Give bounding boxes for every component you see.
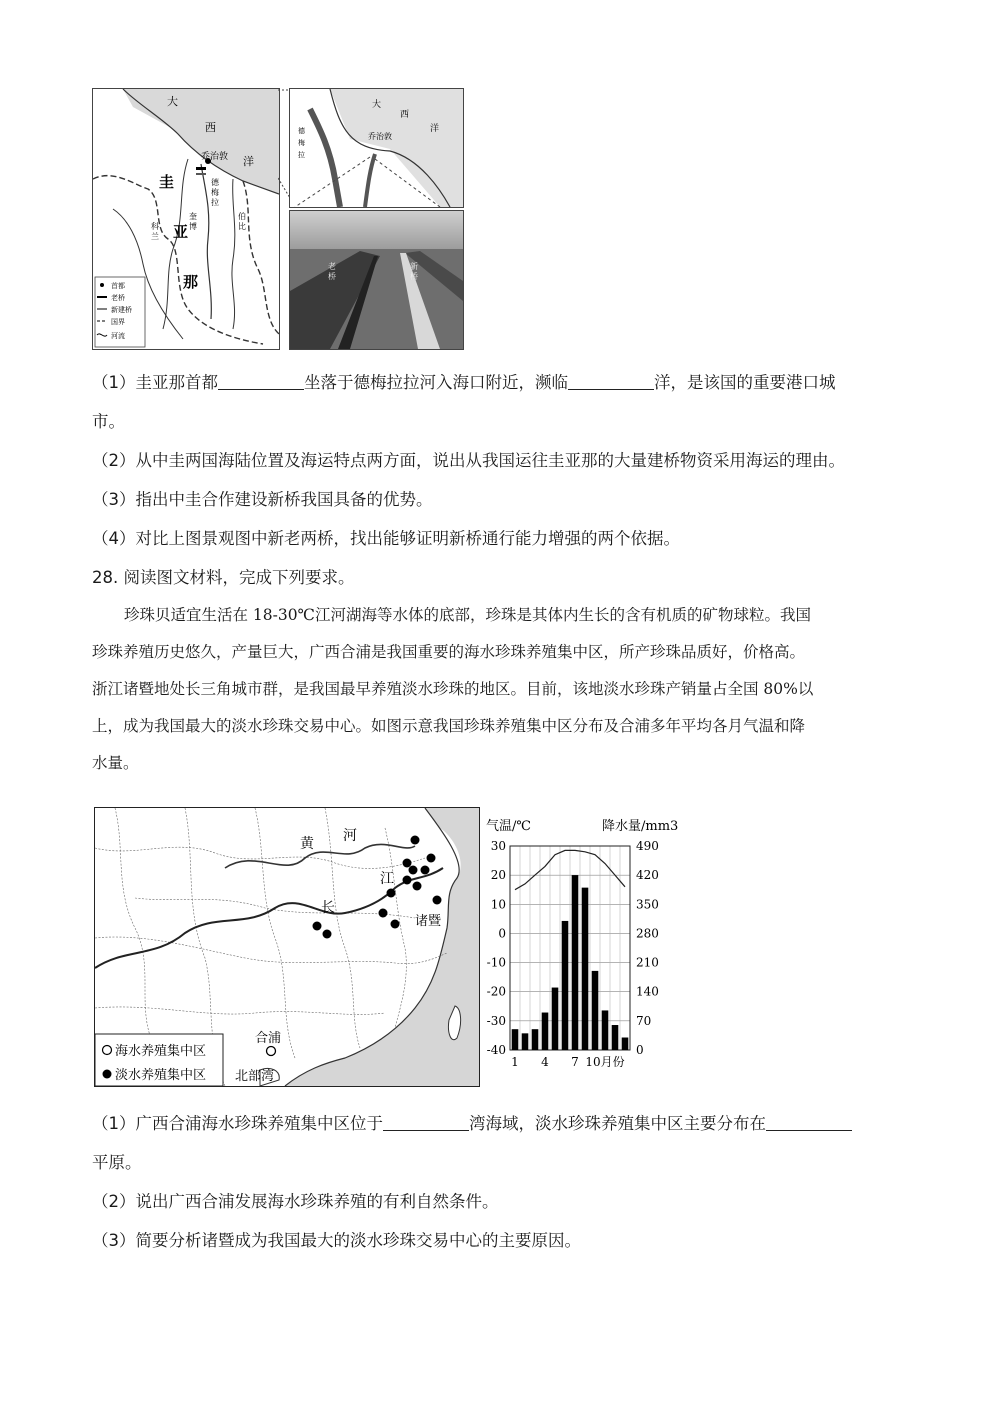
label-river-4a: 科 (151, 222, 159, 231)
china-map-svg (95, 808, 479, 1086)
q28-2: （2）说出广西合浦发展海水珍珠养殖的有利自然条件。 (92, 1192, 499, 1211)
temp-tick-label: 20 (490, 868, 506, 883)
label-ocean-da: 大 (167, 95, 178, 108)
river-berbice (232, 179, 235, 329)
ocean-area-zoom (330, 89, 463, 207)
precip-bar (592, 971, 599, 1050)
precip-tick-label: 420 (636, 868, 659, 883)
precip-bar (622, 1038, 629, 1050)
temp-tick-label: -20 (486, 984, 506, 999)
chart-grid (510, 846, 630, 1050)
legend-river: 河流 (111, 332, 125, 340)
bridge-photo-svg (290, 211, 463, 349)
hepu-sea-site (267, 1047, 276, 1056)
label-zoom-yang: 洋 (430, 124, 440, 134)
answer-blank-ocean[interactable] (568, 373, 654, 390)
label-zoom-river-a: 德 (298, 127, 305, 135)
river-zoom (310, 109, 340, 207)
precip-bar (582, 888, 589, 1050)
precip-bar (522, 1033, 529, 1050)
label-ocean-xi: 西 (205, 121, 216, 134)
q28-material (92, 597, 900, 782)
label-river-3a: 伯 (238, 212, 246, 221)
chart-ylabel-left: 气温/℃ (486, 819, 531, 834)
precip-bar (532, 1029, 539, 1050)
legend-sea-label: 海水养殖集中区 (115, 1044, 207, 1059)
ocean-area (123, 89, 279, 194)
old-bridge-mark (196, 167, 206, 170)
label-ocean-yang: 洋 (243, 155, 254, 168)
label-river-2a: 奎 (189, 212, 197, 221)
label-he: 河 (343, 828, 357, 844)
q27-4: （4）对比上图景观图中新老两桥，找出能够证明新桥通行能力增强的两个依据。 (92, 529, 680, 548)
china-pearl-map (94, 807, 480, 1087)
chart-ylabel-right: 降水量/mm3 (602, 819, 679, 834)
answer-blank-bay[interactable] (383, 1114, 469, 1131)
label-river-2b: 博 (189, 222, 197, 231)
river-demerara (201, 164, 211, 319)
precip-bar (602, 1010, 609, 1050)
precip-bar (512, 1029, 519, 1050)
q28-1-part-a: （1）广西合浦海水珍珠养殖集中区位于 (92, 1114, 383, 1133)
label-river-3b: 比 (238, 222, 246, 231)
label-chang: 长 (321, 900, 335, 916)
temp-tick-label: -30 (486, 1013, 506, 1028)
month-tick-label: 10月份 (585, 1055, 625, 1069)
legend-capital: 首都 (111, 282, 125, 290)
label-zhuji: 诸暨 (415, 914, 442, 929)
label-river-1b: 梅 (211, 188, 219, 197)
label-river-1c: 拉 (211, 198, 219, 207)
temp-tick-label: 30 (490, 839, 506, 853)
material-line: 珍珠贝适宜生活在 18-30℃江河湖海等水体的底部，珍珠是其体内生长的含有机质的矿物球粒。我国 (124, 606, 811, 624)
bridge-photo (289, 210, 464, 350)
legend-old-bridge: 老桥 (111, 294, 125, 302)
q27-2: （2）从中圭两国海陆位置及海运特点两方面，说出从我国运往圭亚那的大量建桥物资采用海运的理由。 (92, 451, 845, 470)
new-bridge-mark (196, 173, 206, 175)
q28-3: （3）简要分析诸暨成为我国最大的淡水珍珠交易中心的主要原因。 (92, 1231, 581, 1250)
label-river-4b: 兰 (151, 232, 159, 241)
label-huang: 黄 (300, 836, 314, 852)
precip-tick-label: 490 (636, 839, 659, 853)
legend-fresh-icon (103, 1070, 112, 1079)
precip-tick-label: 140 (636, 984, 659, 999)
label-river-1a: 德 (211, 178, 219, 187)
guyana-map-left (92, 88, 280, 350)
legend-sea-icon (103, 1046, 112, 1055)
precip-tick-label: 70 (636, 1013, 652, 1028)
border-line-3 (243, 181, 279, 334)
month-tick-label: 4 (541, 1055, 549, 1069)
material-line: 浙江诸暨地处长三角城市群，是我国最早养殖淡水珍珠的地区。目前，该地淡水珍珠产销量占全国 80%以 (92, 680, 814, 698)
guyana-map-right-svg (290, 89, 463, 207)
q28-1-cont: 平原。 (92, 1153, 142, 1172)
precip-tick-label: 350 (636, 897, 659, 912)
month-tick-label: 7 (571, 1055, 579, 1069)
label-zoom-da: 大 (372, 100, 382, 110)
label-old-bridge-1: 老 (328, 262, 336, 271)
precip-bar (572, 875, 579, 1050)
sea-area (285, 808, 479, 1086)
legend-capital-icon (100, 283, 104, 287)
q28-1 (92, 1113, 852, 1135)
q27-1-part-c: 洋，是该国的重要港口城 (654, 373, 836, 392)
material-line: 珍珠养殖历史悠久，产量巨大，广西合浦是我国重要的海水珍珠养殖集中区，所产珍珠品质好，价格高。 (92, 643, 806, 661)
label-zoom-city: 乔治敦 (368, 132, 392, 141)
guyana-map-svg (93, 89, 279, 349)
precip-bar (542, 1013, 549, 1050)
label-gui: 圭 (159, 173, 175, 191)
label-zoom-river-c: 拉 (298, 151, 305, 159)
answer-blank-plain[interactable] (766, 1114, 852, 1131)
label-ya: 亚 (173, 223, 189, 241)
precip-tick-label: 210 (636, 955, 659, 970)
legend-fresh-label: 淡水养殖集中区 (115, 1068, 207, 1083)
q27-3: （3）指出中圭合作建设新桥我国具备的优势。 (92, 490, 433, 509)
month-tick-label: 1 (511, 1055, 519, 1069)
label-beibuwan: 北部湾 (235, 1069, 275, 1084)
temp-tick-label: -40 (486, 1043, 506, 1057)
material-line: 水量。 (92, 754, 139, 772)
temp-tick-label: 10 (490, 897, 506, 912)
precip-bar (552, 988, 559, 1050)
precip-tick-label: 0 (636, 1043, 644, 1057)
guyana-map-right (289, 88, 464, 208)
label-hepu: 合浦 (255, 1031, 282, 1046)
precip-bar (562, 921, 569, 1050)
precip-bar (612, 1025, 619, 1050)
material-line: 上，成为我国最大的淡水珍珠交易中心。如图示意我国珍珠养殖集中区分布及合浦多年平均各月气温和降 (92, 717, 806, 735)
label-zoom-xi: 西 (400, 110, 410, 120)
legend-new-bridge: 新建桥 (111, 306, 132, 314)
q27-1 (92, 372, 836, 394)
label-jiang: 江 (380, 871, 394, 887)
q27-1-part-a: （1）圭亚那首都 (92, 373, 218, 392)
q28-1-part-b: 湾海域，淡水珍珠养殖集中区主要分布在 (469, 1114, 766, 1133)
legend-border: 国界 (111, 318, 125, 326)
label-zoom-river-b: 梅 (298, 139, 305, 147)
q28-header: 28. 阅读图文材料，完成下列要求。 (92, 568, 355, 587)
label-new-bridge-2: 桥 (410, 272, 418, 281)
q27-1-cont: 市。 (92, 412, 125, 431)
river-zoom-2 (365, 154, 375, 207)
temp-tick-label: -10 (486, 955, 506, 970)
label-new-bridge-1: 新 (410, 262, 418, 271)
answer-blank-capital[interactable] (218, 373, 304, 390)
precip-tick-label: 280 (636, 926, 659, 941)
temp-tick-label: 0 (498, 926, 506, 941)
hepu-climate-chart (478, 810, 688, 1080)
label-old-bridge-2: 桥 (328, 272, 336, 281)
q27-1-part-b: 坐落于德梅拉拉河入海口附近，濒临 (304, 373, 568, 392)
label-na: 那 (183, 273, 199, 291)
label-capital: 乔治敦 (201, 152, 229, 162)
yellow-river (225, 844, 415, 868)
